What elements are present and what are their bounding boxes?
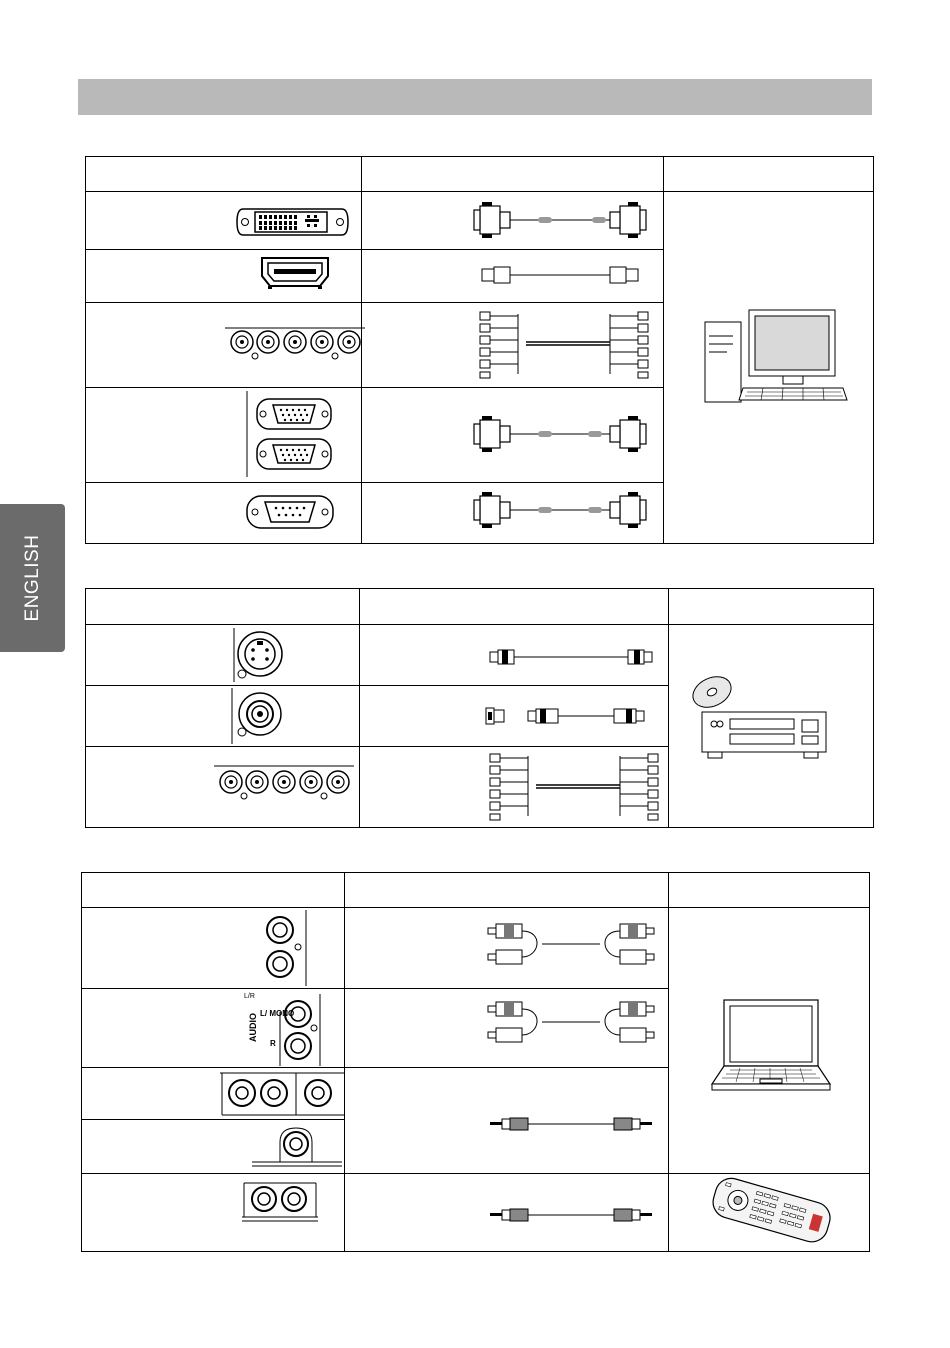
wired-remote-jacks-connector-icon: [240, 1177, 320, 1225]
remote-control-icon: [706, 1180, 836, 1244]
rca-stereo-cable-icon-2: [486, 998, 656, 1048]
bnc-cable-icon: [478, 310, 650, 380]
audio-lmono-label: L/ MONO: [260, 1009, 295, 1018]
hdmi-cable-icon: [480, 263, 640, 287]
bnc-component-cable-icon: [488, 752, 660, 822]
rs232-cable-icon: [470, 490, 650, 530]
audio-vertical-label: AUDIO: [248, 1013, 258, 1042]
audio-r-label: R: [270, 1039, 276, 1048]
s-video-cable-icon: [488, 647, 656, 667]
audio-top-label: L/R: [244, 993, 255, 1000]
language-label: ENGLISH: [21, 534, 43, 622]
laptop-icon: [710, 998, 832, 1094]
language-side-tab: [0, 504, 65, 652]
audio-out-connector-icon: [250, 1122, 342, 1170]
mini-jack-icon: [488, 1114, 654, 1134]
mini-jack-cable-icon-2: [488, 1205, 654, 1225]
desktop-computer-icon: [703, 308, 849, 404]
dvi-connector-icon: [235, 205, 350, 239]
rca-connector-icon: [228, 688, 288, 744]
audio-mini-jacks-connector-icon: [220, 1069, 344, 1117]
bnc-connector-icon: [225, 322, 365, 362]
rs232-connector-icon: [245, 494, 335, 530]
audio-rca-in-connector-icon: [262, 910, 312, 986]
bnc-component-connector-icon: [214, 762, 354, 802]
vga-cable-icon: [470, 414, 650, 454]
vga-connector-icon: [245, 391, 355, 477]
video-cable-icon: [484, 704, 664, 728]
hdmi-connector-icon: [260, 256, 330, 290]
s-video-connector-icon: [230, 628, 290, 682]
dvd-player-icon: [690, 668, 830, 764]
section-header-bar: [78, 79, 872, 115]
audio-l-mono-r-connector-icon: [240, 990, 324, 1066]
dvi-cable-icon: [470, 200, 650, 240]
rca-stereo-cable-icon: [486, 920, 656, 970]
